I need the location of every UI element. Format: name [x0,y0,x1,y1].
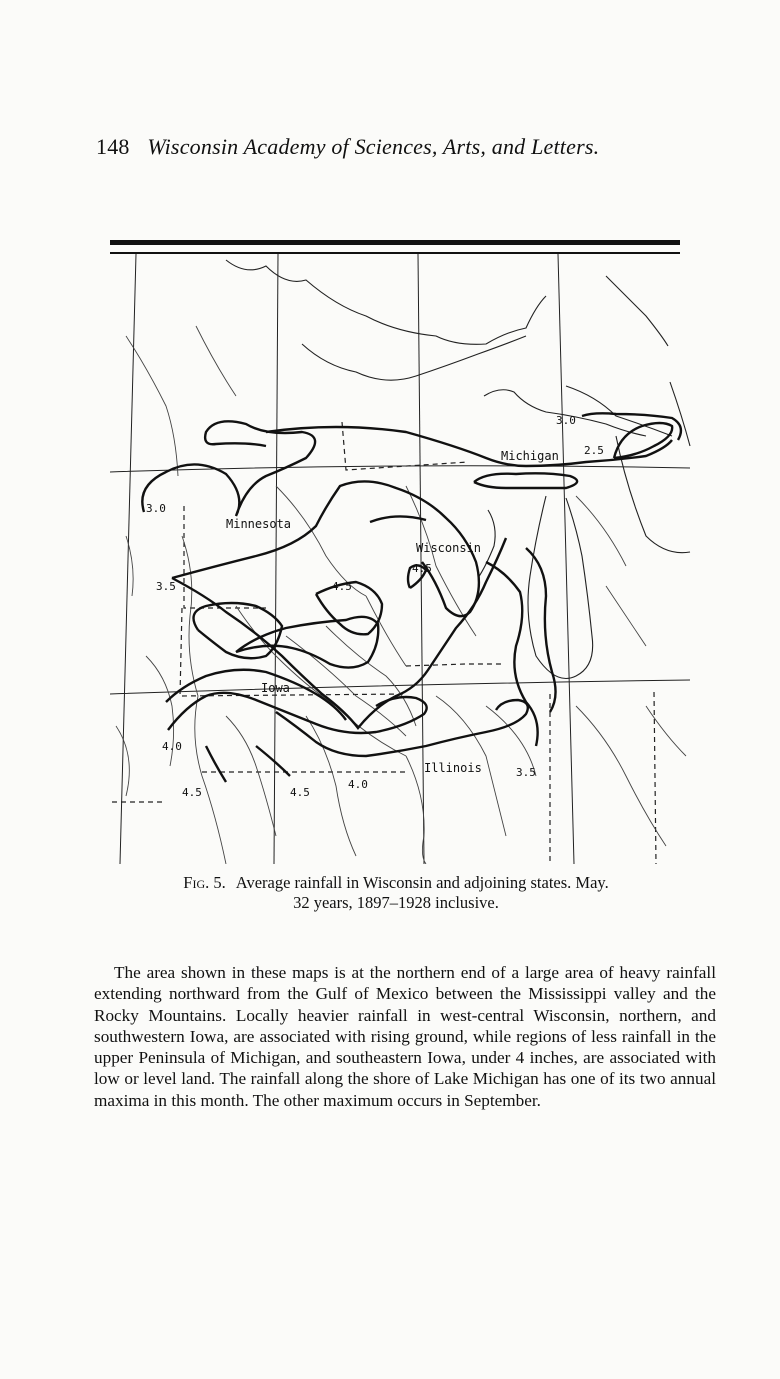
state-label-iowa: Iowa [261,681,290,695]
isohyet-value: 4.5 [412,562,432,575]
state-label-illinois: Illinois [424,761,482,775]
isohyet-value: 2.5 [584,444,604,457]
map-top-border [110,240,680,245]
state-label-minnesota: Minnesota [226,517,292,531]
figure-label: Fig. 5. [183,873,226,892]
isohyet-value: 3.5 [156,580,176,593]
isohyet-value: 3.0 [146,502,166,515]
isohyet-value: 4.0 [348,778,368,791]
isohyet-value: 3.0 [556,414,576,427]
map-top-border-thin [110,252,680,254]
isohyet-value: 4.5 [332,580,352,593]
caption-line-2: 32 years, 1897–1928 inclusive. [293,893,499,912]
isohyet-value: 4.0 [162,740,182,753]
rainfall-map-figure [106,236,692,864]
state-label-wisconsin: Wisconsin [416,541,482,555]
figure-caption [96,873,696,913]
caption-text-1: Average rainfall in Wisconsin and adjoining states. May. [235,873,609,892]
running-header [96,134,599,160]
page-number: 148 [96,134,130,159]
isohyet-value: 4.5 [290,786,310,799]
isohyet-value: 4.5 [182,786,202,799]
state-label-michigan: Michigan [501,449,559,463]
caption-line-1 [96,873,696,893]
body-paragraph [94,962,716,1111]
journal-title: Wisconsin Academy of Sciences, Arts, and Letters. [147,134,600,159]
isohyet-value: 3.5 [516,766,536,779]
body-paragraph-text: The area shown in these maps is at the northern end of a large area of heavy rainfall extending northward from the Gulf of Mexico between the Mississippi valley and the Rocky Mountains. Locally heavier rainfall in west-central Wisconsin, northern, and southwestern Iowa, are associated with rising ground, while regions of less rainfall in the upper Peninsula of Michigan, and southeastern Iowa, under 4 inches, are associated with low or level land. The rainfall along the shore of Lake Michigan has one of its two annual maxima in this month. The other maximum occurs in September. [94,963,716,1110]
rainfall-map [106,236,692,864]
